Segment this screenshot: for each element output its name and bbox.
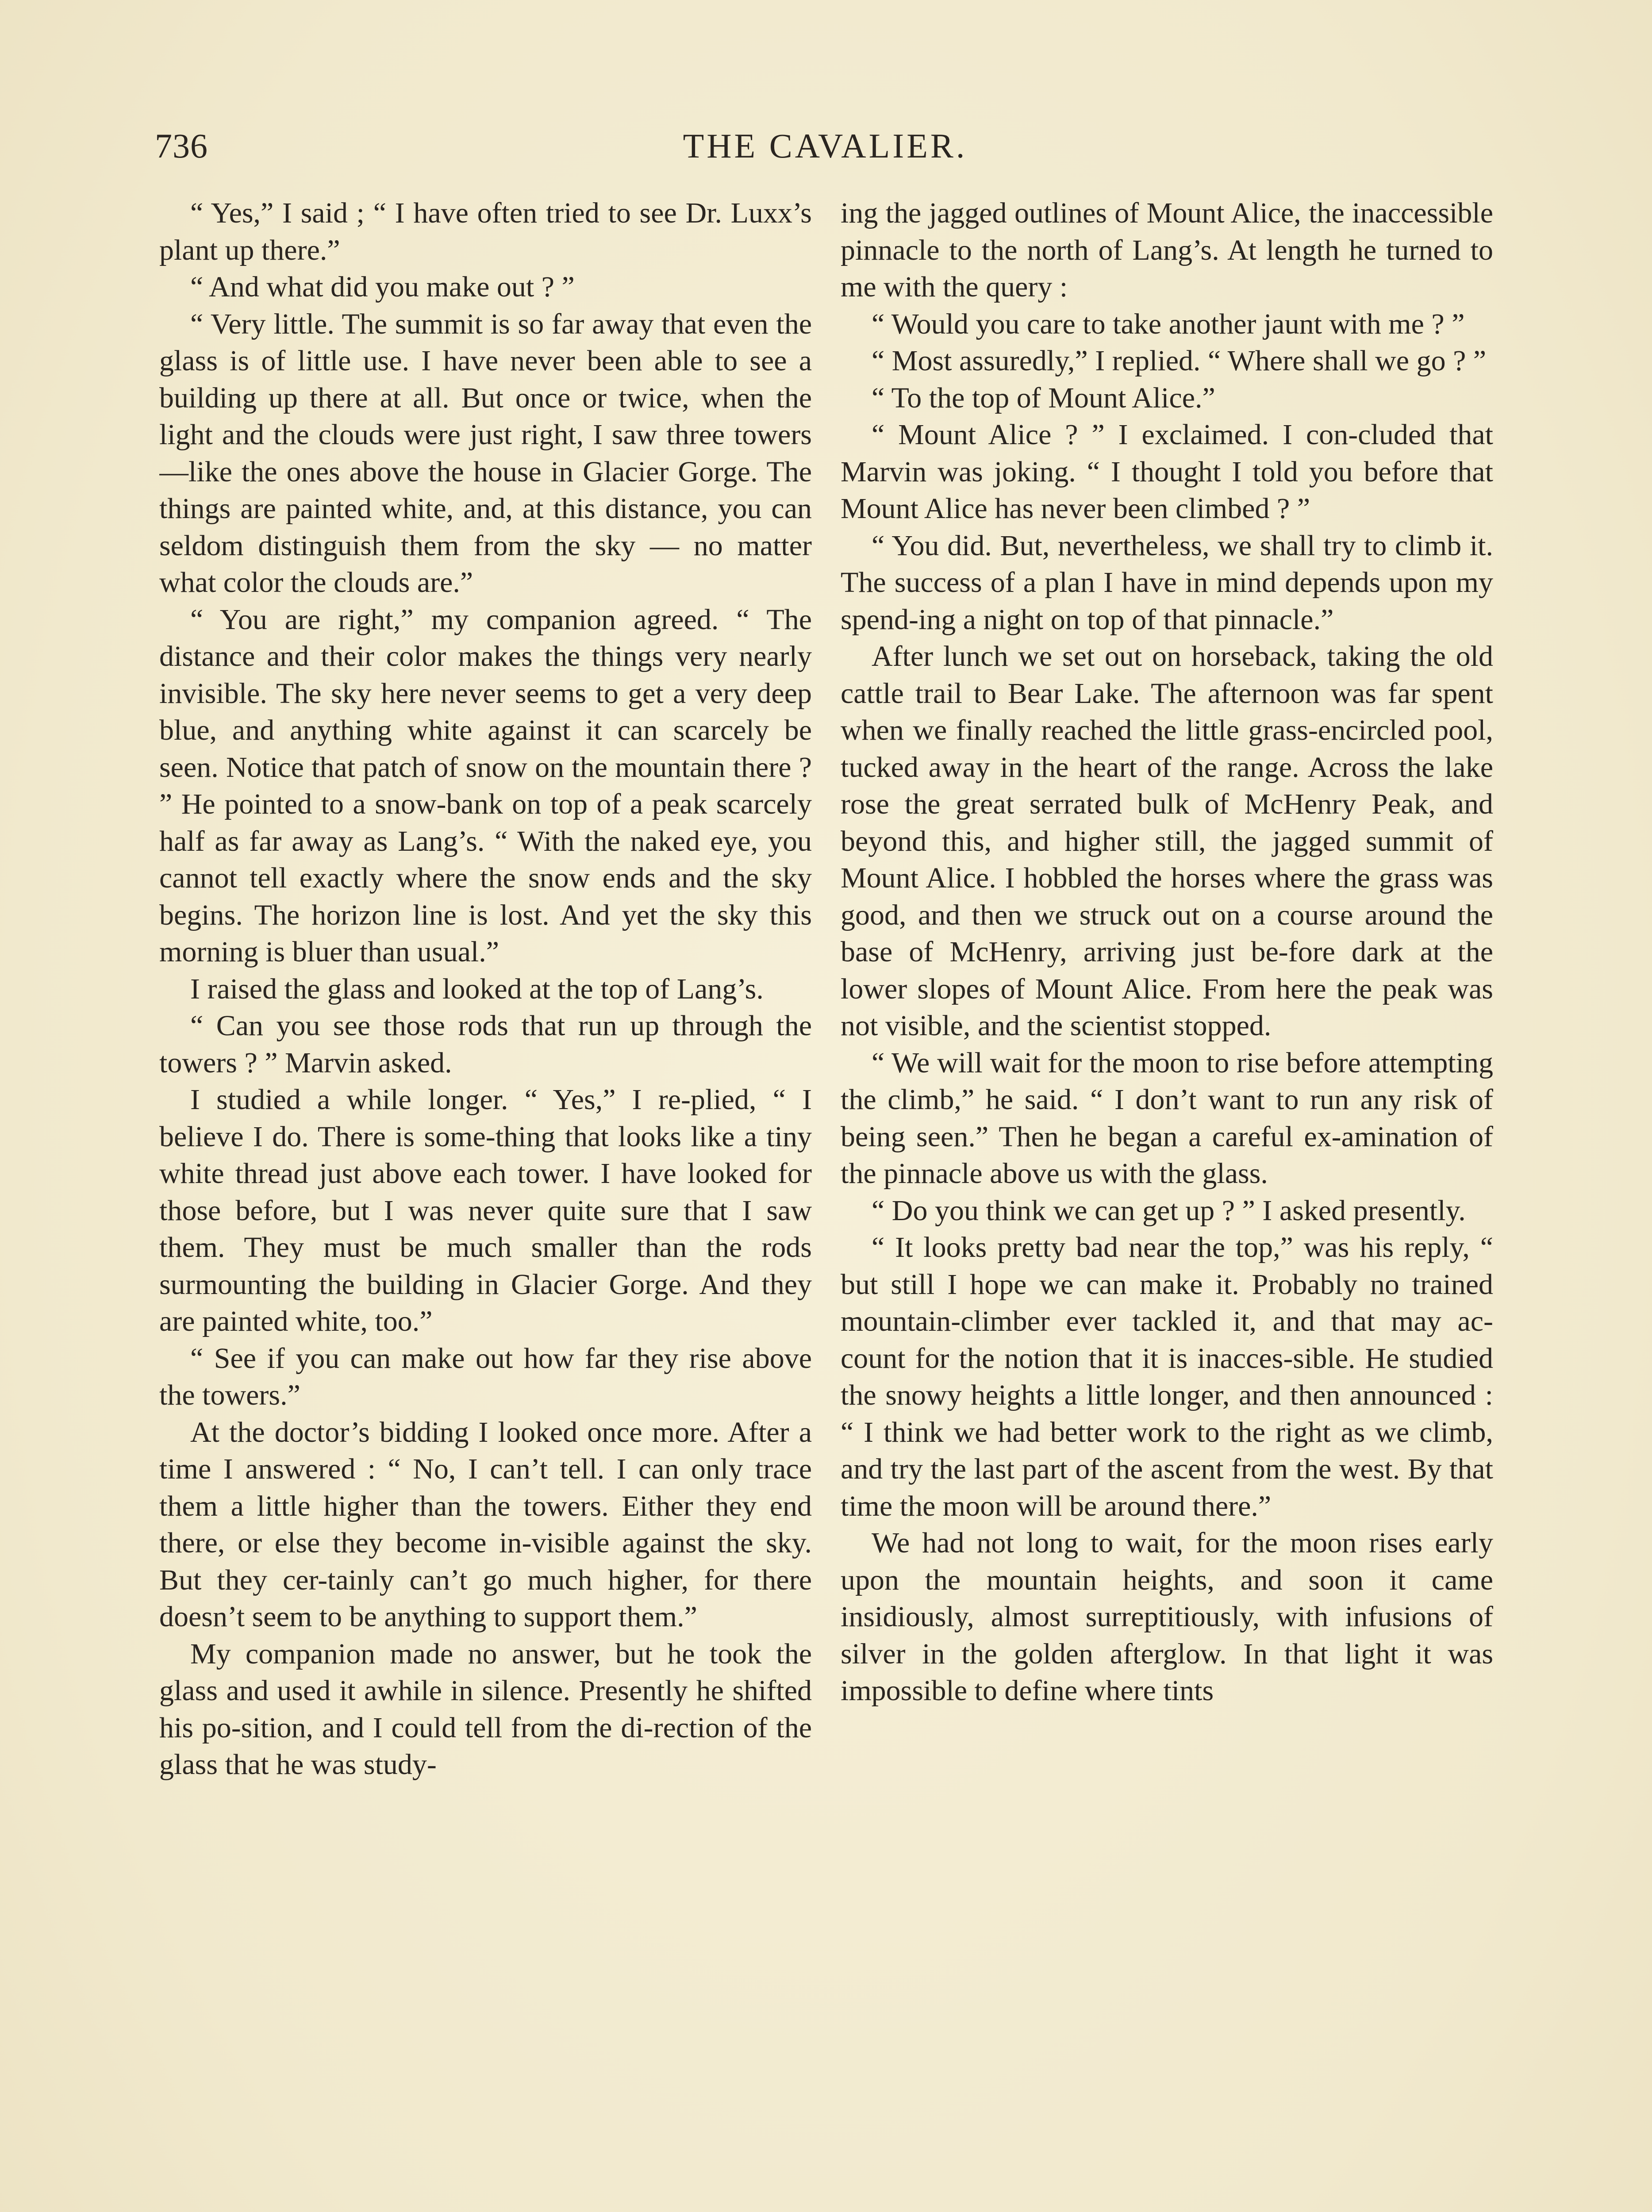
page-header — [155, 119, 1495, 173]
paragraph: “ It looks pretty bad near the top,” was his reply, “ but still I hope we can make it. Probably no trained mountain-climber ever tackled it, and that may ac-count for the notion that it is inacces-sible. He studied the snowy heights a little longer, and then announced : “ I think we had better work to the right as we climb, and try the last part of the ascent from the west. By that time the moon will be around there.” — [841, 1231, 1493, 1522]
left-column — [159, 195, 812, 2212]
paragraph: “ See if you can make out how far they rise above the towers.” — [159, 1342, 812, 1411]
paragraph: ing the jagged outlines of Mount Alice, the inaccessible pinnacle to the north of Lang’s. At length he turned to me with the query : — [841, 197, 1493, 303]
paragraph: “ Can you see those rods that run up through the towers ? ” Marvin asked. — [159, 1010, 812, 1079]
paragraph: “ We will wait for the moon to rise before attempting the climb,” he said. “ I don’t want to run any risk of being seen.” Then he began a careful ex-amination of the pinnacle above us with the glass. — [841, 1046, 1493, 1190]
paragraph: I raised the glass and looked at the top of Lang’s. — [190, 972, 764, 1005]
page-number: 736 — [155, 127, 208, 165]
paragraph: My companion made no answer, but he took the glass and used it awhile in silence. Presently he shifted his po-sition, and I could tell from the di-rection of the glass that he was study- — [159, 1637, 812, 1781]
right-column — [841, 195, 1493, 2212]
paragraph: At the doctor’s bidding I looked once more. After a time I answered : “ No, I can’t tell. I can only trace them a little higher than the towers. Either they end there, or else they become in-visible against the sky. But they cer-tainly can’t go much higher, for there doesn’t seem to be anything to support them.” — [159, 1416, 812, 1633]
paragraph: “ Would you care to take another jaunt with me ? ” — [872, 307, 1465, 340]
running-title: THE CAVALIER. — [683, 127, 968, 165]
paragraph: “ Do you think we can get up ? ” I asked presently. — [872, 1194, 1466, 1227]
paragraph: “ You did. But, nevertheless, we shall try to climb it. The success of a plan I have in mind depends upon my spend-ing a night on top of that pinnacle.” — [841, 529, 1493, 636]
paragraph: “ Most assuredly,” I replied. “ Where shall we go ? ” — [872, 345, 1487, 377]
paragraph: “ Mount Alice ? ” I exclaimed. I con-cluded that Marvin was joking. “ I thought I told you before that Mount Alice has never been climbed ? ” — [841, 419, 1493, 525]
paragraph: “ Very little. The summit is so far away that even the glass is of little use. I have never been able to see a building up there at all. But once or twice, when the light and the clouds were just right, I saw three towers—like the ones above the house in Glacier Gorge. The things are painted white, and, at this distance, you can seldom distinguish them from the sky — no matter what color the clouds are.” — [159, 307, 812, 599]
text-columns — [159, 195, 1491, 2212]
paragraph: We had not long to wait, for the moon rises early upon the mountain heights, and soon it came insidiously, almost surreptitiously, with infusions of silver in the golden afterglow. In that light it was impossible to define where tints — [841, 1527, 1493, 1707]
paragraph: I studied a while longer. “ Yes,” I re-plied, “ I believe I do. There is some-thing that looks like a tiny white thread just above each tower. I have looked for those before, but I was never quite sure that I saw them. They must be much smaller than the rods surmounting the building in Glacier Gorge. And they are painted white, too.” — [159, 1083, 812, 1337]
paragraph: After lunch we set out on horseback, taking the old cattle trail to Bear Lake. The afternoon was far spent when we finally reached the little grass-encircled pool, tucked away in the heart of the range. Across the lake rose the great serrated bulk of McHenry Peak, and beyond this, and higher still, the jagged summit of Mount Alice. I hobbled the horses where the grass was good, and then we struck out on a course around the base of McHenry, arriving just be-fore dark at the lower slopes of Mount Alice. From here the peak was not visible, and the scientist stopped. — [841, 640, 1493, 1042]
paragraph: “ You are right,” my companion agreed. “ The distance and their color makes the things very nearly invisible. The sky here never seems to get a very deep blue, and anything white against it can scarcely be seen. Notice that patch of snow on the mountain there ? ” He pointed to a snow-bank on top of a peak scarcely half as far away as Lang’s. “ With the naked eye, you cannot tell exactly where the snow ends and the sky begins. The horizon line is lost. And yet the sky this morning is bluer than usual.” — [159, 603, 812, 968]
paragraph: “ Yes,” I said ; “ I have often tried to see Dr. Luxx’s plant up there.” — [159, 197, 812, 266]
paragraph: “ To the top of Mount Alice.” — [872, 381, 1215, 414]
paragraph: “ And what did you make out ? ” — [190, 271, 575, 303]
